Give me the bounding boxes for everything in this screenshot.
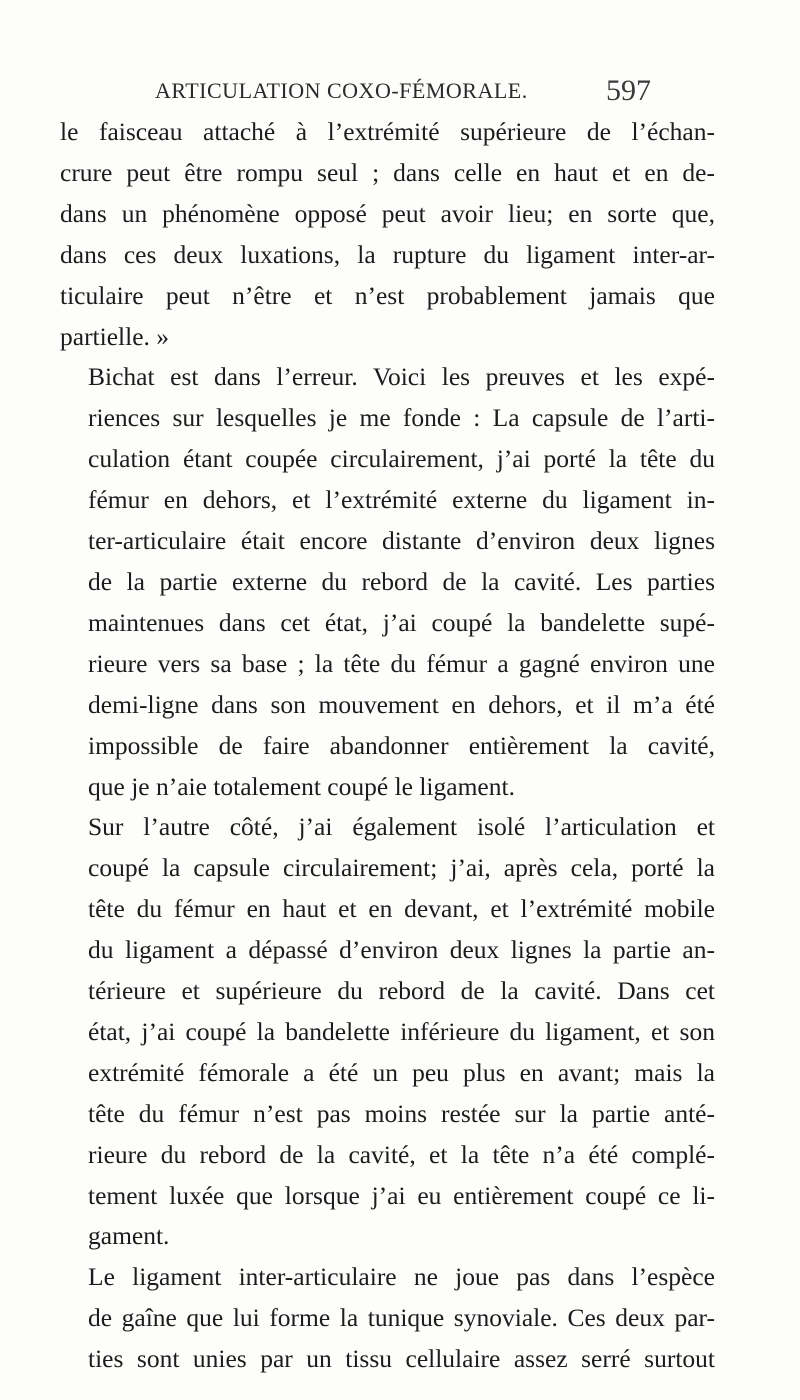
text-line: que je n’aie totalement coupé le ligament. bbox=[88, 771, 515, 801]
body-text bbox=[60, 112, 715, 1380]
text-line: le faisceau attaché à l’extrémité supérieure de l’échan- bbox=[60, 117, 715, 146]
text-line: tête du fémur en haut et en devant, et l’extrémité mobile bbox=[88, 894, 715, 924]
text-line: crure peut être rompu seul ; dans celle en haut et en de- bbox=[60, 157, 715, 187]
text-line: rieure du rebord de la cavité, et la tête n’a été complé- bbox=[88, 1139, 715, 1169]
text-line: Le ligament inter-articulaire ne joue pas dans l’espèce bbox=[88, 1262, 715, 1292]
text-line: du ligament a dépassé d’environ deux lignes la partie an- bbox=[88, 935, 715, 965]
text-line: ties sont unies par un tissu cellulaire assez serré surtout bbox=[88, 1344, 715, 1374]
text-line: dans ces deux luxations, la rupture du ligament inter-ar- bbox=[60, 239, 715, 269]
text-line: tement luxée que lorsque j’ai eu entièrement coupé ce li- bbox=[88, 1180, 715, 1210]
paragraph bbox=[60, 807, 715, 1257]
text-line: fémur en dehors, et l’extrémité externe du ligament in- bbox=[88, 485, 715, 515]
text-line: de la partie externe du rebord de la cavité. Les parties bbox=[88, 566, 715, 596]
text-line: demi-ligne dans son mouvement en dehors, et il m’a été bbox=[88, 689, 715, 719]
page-number: 597 bbox=[606, 74, 651, 107]
text-line: ticulaire peut n’être et n’est probablement jamais que bbox=[60, 280, 715, 310]
running-title: ARTICULATION COXO-FÉMORALE. bbox=[155, 78, 528, 103]
text-line: dans un phénomène opposé peut avoir lieu; en sorte que, bbox=[60, 198, 715, 228]
text-line: extrémité fémorale a été un peu plus en avant; mais la bbox=[88, 1057, 715, 1087]
text-line: coupé la capsule circulairement; j’ai, après cela, porté la bbox=[88, 853, 715, 883]
text-line: impossible de faire abandonner entièrement la cavité, bbox=[88, 730, 715, 760]
text-line: rieure vers sa base ; la tête du fémur a gagné environ une bbox=[88, 648, 715, 678]
text-line: tête du fémur n’est pas moins restée sur la partie anté- bbox=[88, 1098, 715, 1128]
text-line: partielle. » bbox=[60, 321, 170, 351]
text-line: ter-articulaire était encore distante d’environ deux lignes bbox=[88, 526, 715, 556]
text-line: maintenues dans cet état, j’ai coupé la bandelette supé- bbox=[88, 607, 715, 637]
text-line: culation étant coupée circulairement, j’ai porté la tête du bbox=[88, 444, 715, 474]
paragraph bbox=[60, 1257, 715, 1380]
text-line: Bichat est dans l’erreur. Voici les preuves et les expé- bbox=[88, 362, 715, 392]
text-line: gament. bbox=[88, 1221, 170, 1251]
paragraph bbox=[60, 112, 715, 357]
text-line: riences sur lesquelles je me fonde : La capsule de l’arti- bbox=[88, 403, 715, 433]
text-line: état, j’ai coupé la bandelette inférieure du ligament, et son bbox=[88, 1016, 715, 1046]
paragraph bbox=[60, 357, 715, 807]
text-line: térieure et supérieure du rebord de la cavité. Dans cet bbox=[88, 976, 715, 1006]
text-line: de gaîne que lui forme la tunique synoviale. Ces deux par- bbox=[88, 1303, 715, 1333]
text-line: Sur l’autre côté, j’ai également isolé l’articulation et bbox=[88, 812, 715, 842]
